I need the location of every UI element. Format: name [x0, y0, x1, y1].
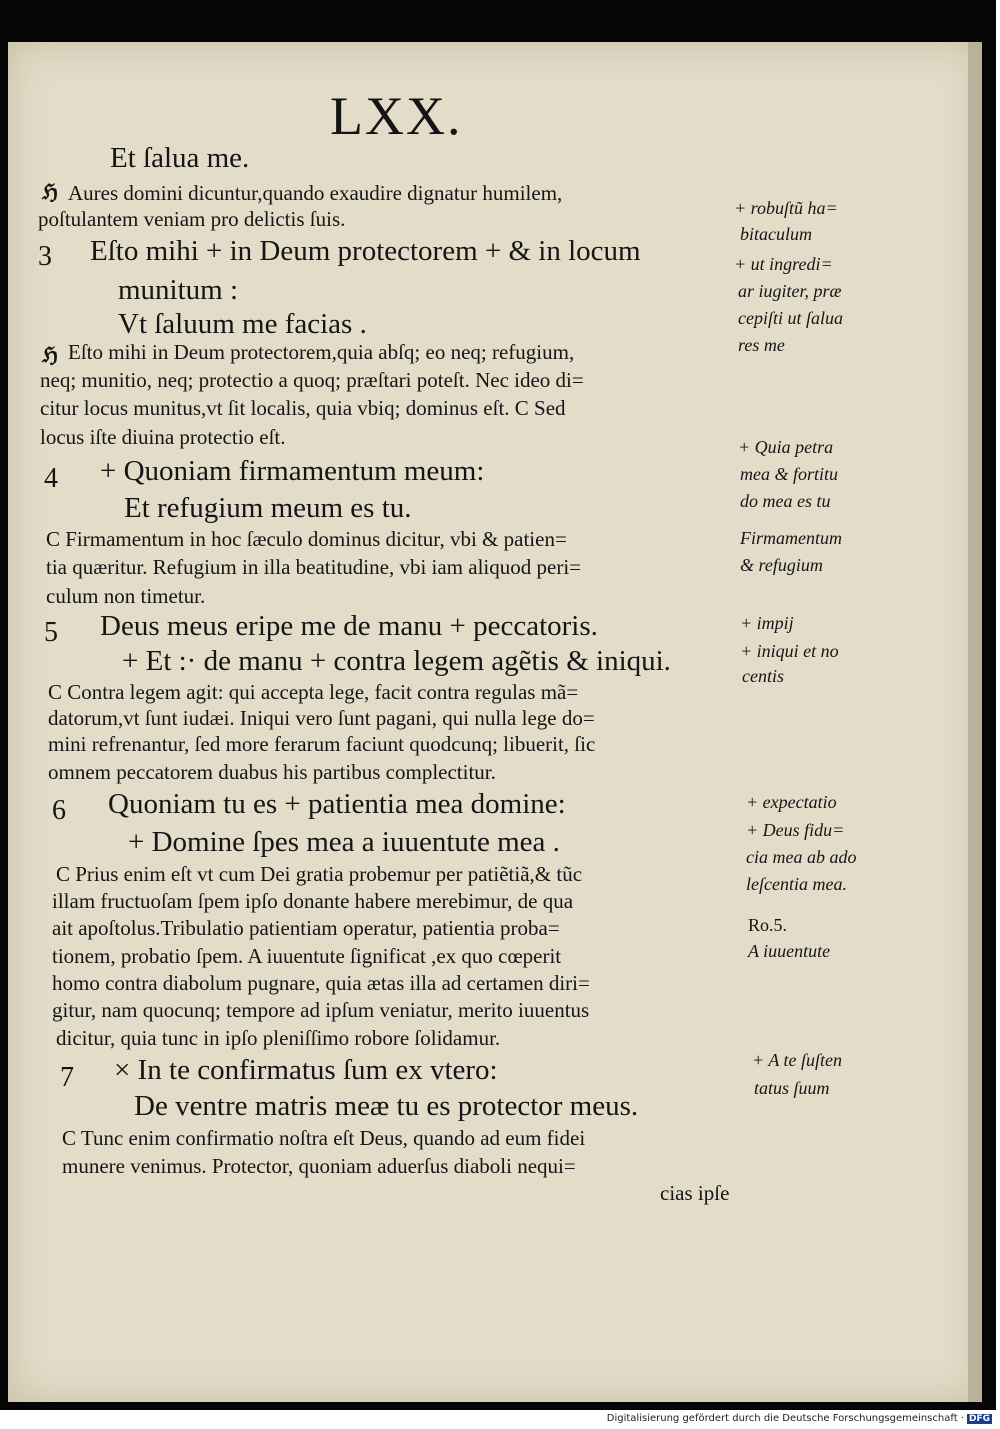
marginal-note: do mea es tu [740, 491, 831, 511]
text-line: culum non timetur. [46, 584, 206, 608]
marginal-note: res me [738, 335, 785, 355]
dfg-logo: DFG [968, 1414, 990, 1424]
text-line: tia quæritur. Refugium in illa beatitudine, vbi iam aliquod peri= [46, 555, 581, 579]
marginal-note: + iniqui et no [740, 641, 839, 661]
text-line: Eſto mihi in Deum protectorem,quia abſq; eo neq; refugium, [68, 340, 575, 364]
marginal-note: mea & fortitu [740, 464, 838, 484]
text-line: Deus meus eripe me de manu + peccatoris. [100, 610, 598, 642]
text-line: C Firmamentum in hoc ſæculo dominus dicitur, vbi & patien= [46, 527, 567, 551]
text-line: Et refugium meum es tu. [124, 492, 412, 524]
text-line: mini refrenantur, ſed more ferarum faciunt quodcunq; libuerit, ſic [48, 732, 596, 756]
text-line: munitum : [118, 274, 239, 306]
text-line: + Quoniam firmamentum meum: [100, 455, 485, 487]
marginal-note: + expectatio [746, 792, 837, 812]
text-line: dicitur, quia tunc in ipſo pleniſſimo robore ſolidamur. [56, 1026, 501, 1050]
marginal-note: Ro.5. [748, 915, 788, 935]
text-line: homo contra diabolum pugnare, quia ætas illa ad certamen diri= [52, 971, 590, 995]
commentary-mark: ℌ [42, 343, 58, 367]
marginal-note: cia mea ab ado [746, 847, 857, 867]
text-line: + Et :· de manu + contra legem agẽtis & iniqui. [122, 645, 671, 677]
credit-text: Digitalisierung gefördert durch die Deutsche Forschungsgemeinschaft · [606, 1413, 964, 1424]
marginal-note: + Deus fidu= [746, 820, 845, 840]
text-line: gitur, nam quocunq; tempore ad ipſum veniatur, merito iuuentus [52, 998, 590, 1022]
marginal-note: tatus ſuum [754, 1078, 830, 1098]
text-line: locus iſte diuina protectio eſt. [40, 425, 286, 449]
marginal-note: cepiſti ut ſalua [738, 308, 843, 328]
marginal-note: + impij [740, 613, 794, 633]
text-line: omnem peccatorem duabus his partibus complectitur. [48, 760, 496, 784]
text-line: Vt ſaluum me facias . [118, 308, 367, 340]
text-line: ait apoſtolus.Tribulatio patientiam operatur, patientia proba= [52, 916, 560, 940]
text-line: datorum,vt ſunt iudæi. Iniqui vero ſunt pagani, qui nulla lege do= [48, 706, 595, 730]
text-line: C Prius enim eſt vt cum Dei gratia probemur per patiẽtiã,& tũc [56, 862, 583, 886]
verse-number: 7 [60, 1062, 74, 1093]
marginal-note: + robuſtũ ha= [734, 198, 838, 218]
text-line: × In te confirmatus ſum ex vtero: [114, 1054, 498, 1086]
text-line: tionem, probatio ſpem. A iuuentute ſignificat ,ex quo cœperit [52, 944, 562, 968]
marginal-note: & refugium [740, 555, 823, 575]
marginal-note: centis [742, 666, 784, 686]
marginal-note: + ut ingredi= [734, 254, 833, 274]
text-line: Aures domini dicuntur,quando exaudire dignatur humilem, [68, 181, 563, 205]
text-line: Eſto mihi + in Deum protectorem + & in locum [90, 235, 641, 267]
digitization-credit [607, 1413, 992, 1424]
text-line: poſtulantem veniam pro delictis ſuis. [38, 207, 346, 231]
marginal-note: A iuuentute [748, 941, 831, 961]
verse-number: 5 [44, 617, 58, 648]
marginal-note: leſcentia mea. [746, 874, 847, 894]
text-line: Et ſalua me. [110, 142, 250, 174]
text-line: + Domine ſpes mea a iuuentute mea . [128, 826, 560, 858]
folio-number: LXX. [330, 86, 463, 146]
marginal-note: ar iugiter, præ [738, 281, 842, 301]
verse-number: 3 [38, 241, 52, 272]
text-line: C Contra legem agit: qui accepta lege, facit contra regulas mã= [48, 680, 579, 704]
marginal-note: Firmamentum [740, 528, 842, 548]
text-line: C Tunc enim confirmatio noſtra eſt Deus, quando ad eum fidei [62, 1126, 586, 1150]
marginal-note: + Quia petra [738, 437, 834, 457]
verse-number: 6 [52, 795, 66, 826]
verse-number: 4 [44, 463, 58, 494]
page-edge [968, 42, 982, 1402]
text-line: Quoniam tu es + patientia mea domine: [108, 788, 566, 820]
text-line: munere venimus. Protector, quoniam aduerſus diaboli nequi= [62, 1154, 576, 1178]
marginal-note: + A te ſuſten [752, 1050, 842, 1070]
marginal-note: bitaculum [740, 224, 812, 244]
catchword: cias ipſe [660, 1181, 730, 1205]
commentary-mark: ℌ [42, 180, 58, 204]
text-line: illam fructuoſam ſpem ipſo donante habere merebimur, de qua [52, 889, 574, 913]
text-line: De ventre matris meæ tu es protector meus. [134, 1090, 639, 1122]
text-line: citur locus munitus,vt ſit localis, quia vbiq; dominus eſt. C Sed [40, 396, 566, 420]
text-line: neq; munitio, neq; protectio a quoq; præſtari poteſt. Nec ideo di= [40, 368, 584, 392]
